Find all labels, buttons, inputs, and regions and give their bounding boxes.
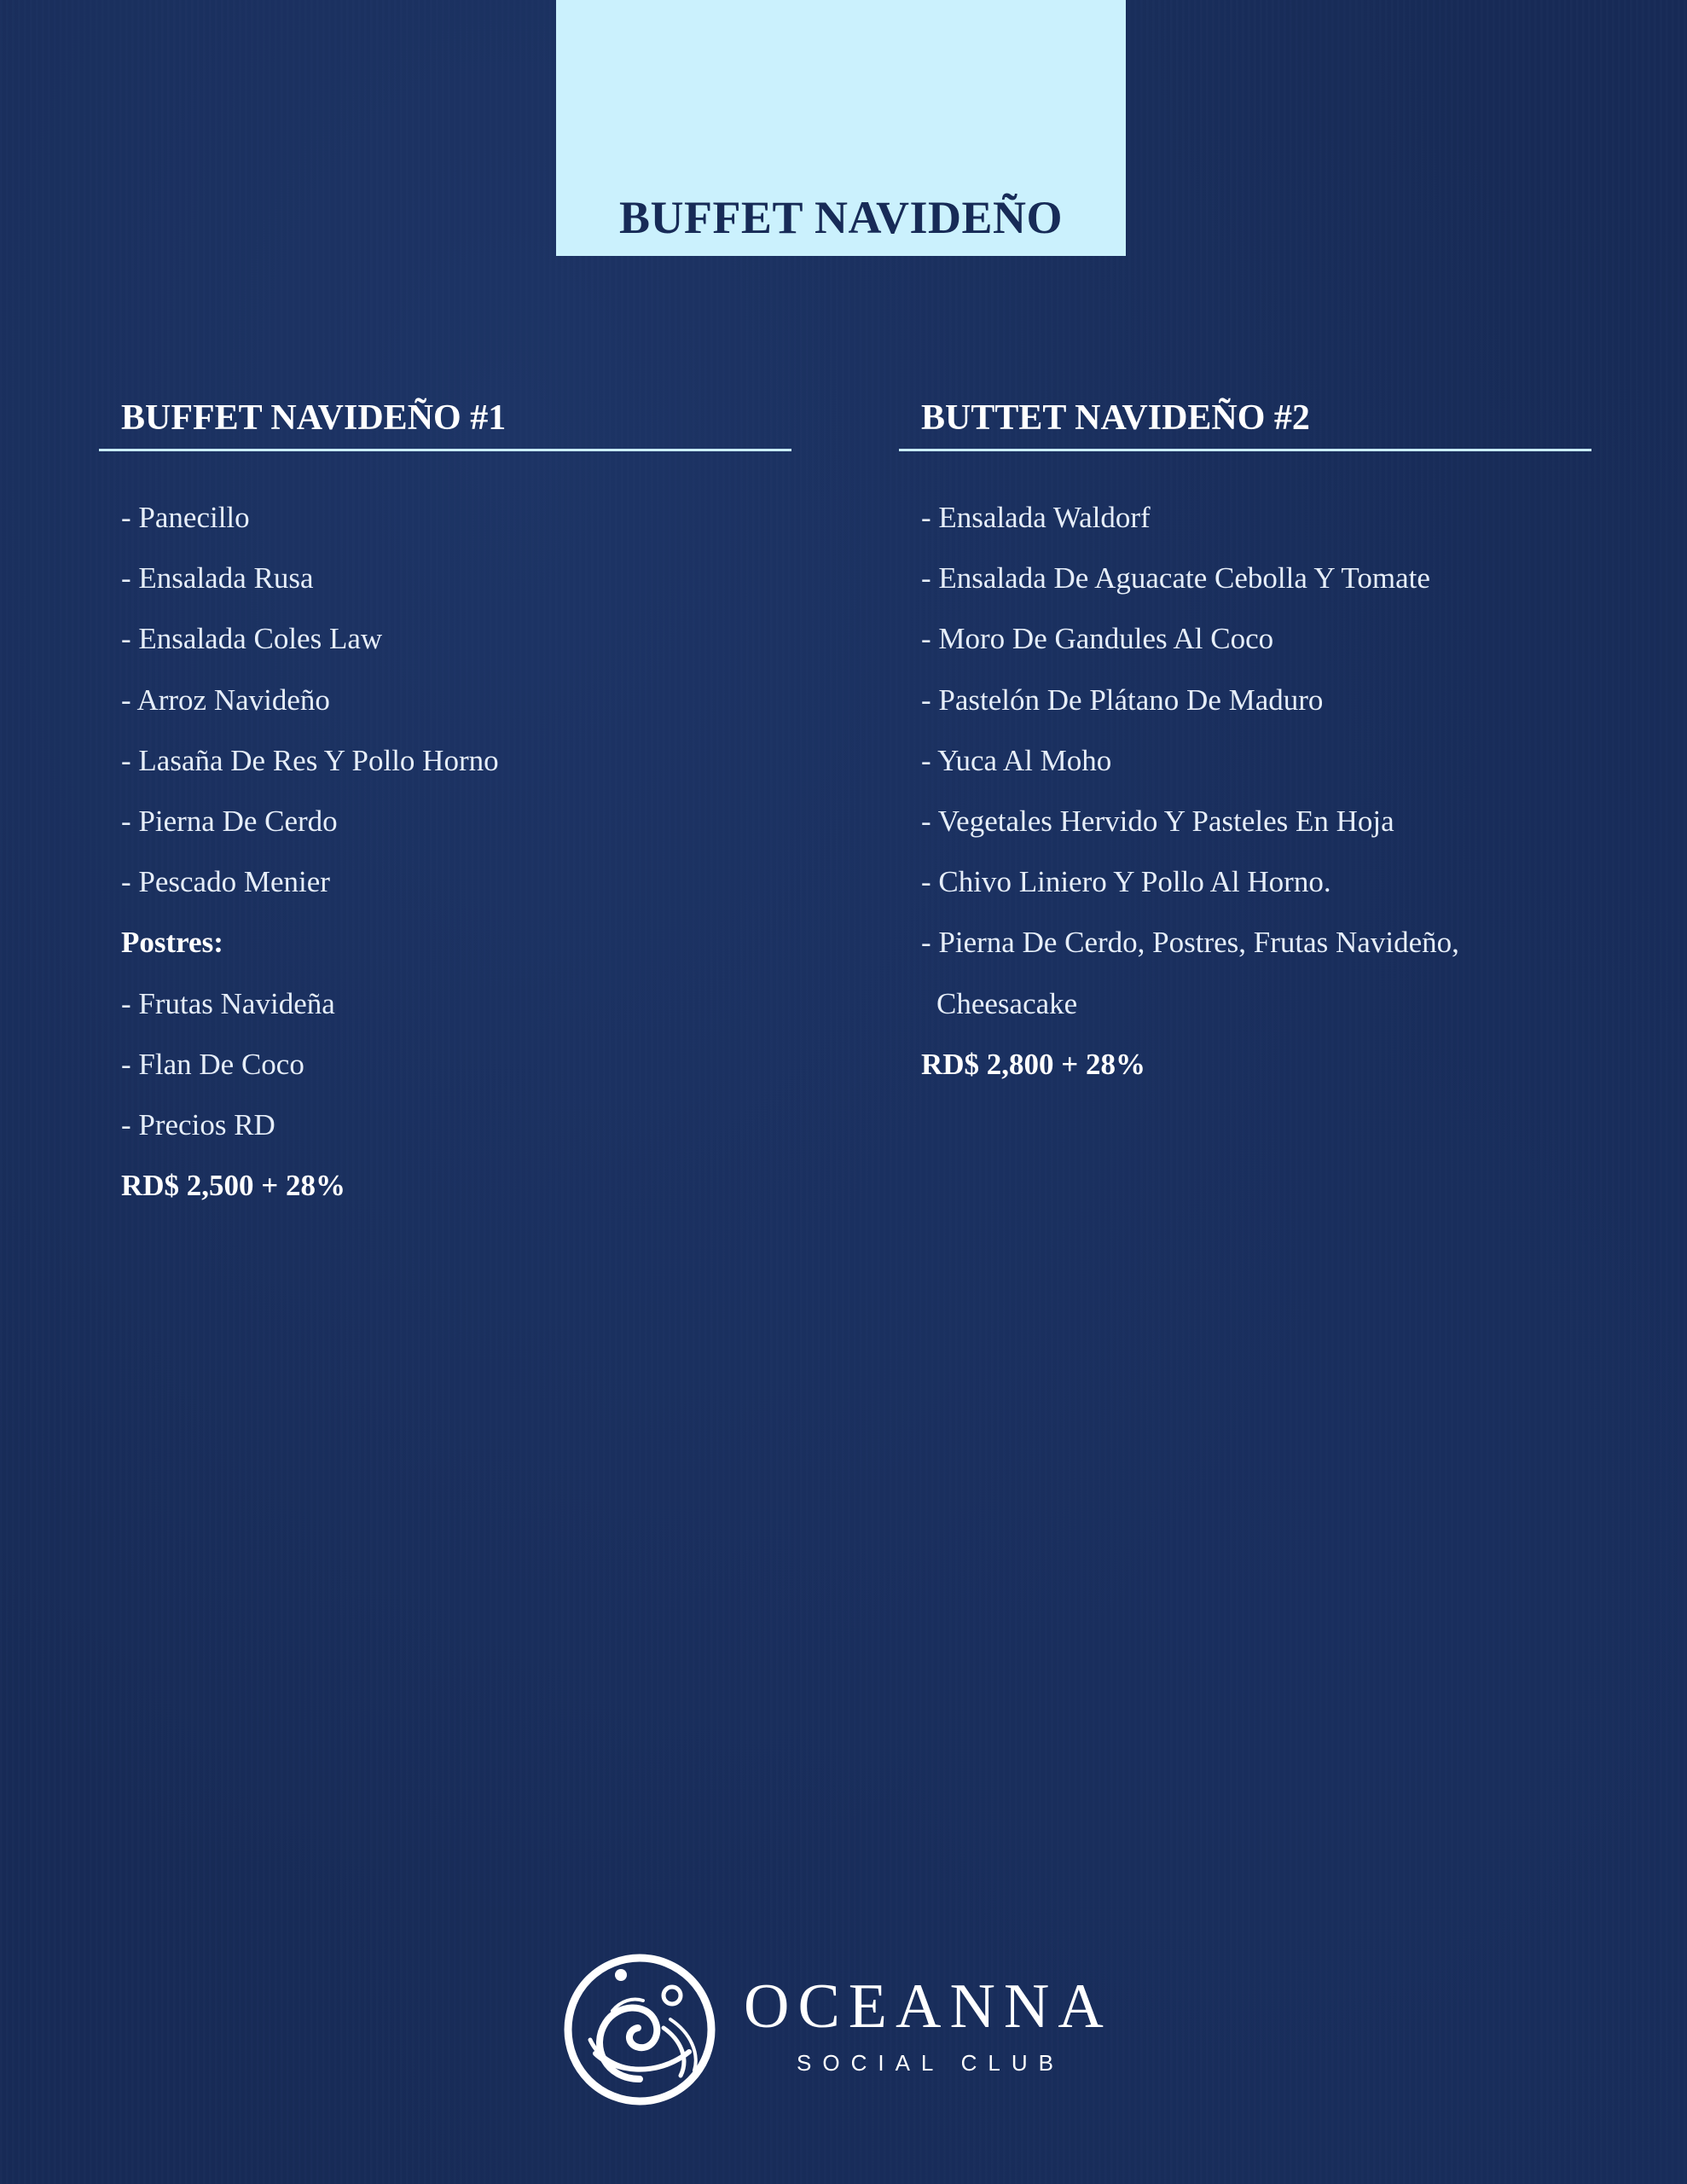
heading-divider: [99, 449, 791, 451]
price-label: RD$ 2,500 + 28%: [121, 1169, 345, 1203]
title-banner: [556, 0, 1126, 256]
menu-item: - Precios RD: [121, 1108, 275, 1142]
brand-name: OCEANNA: [744, 1972, 1112, 2042]
menu-item: - Chivo Liniero Y Pollo Al Horno.: [921, 865, 1331, 899]
menu-column-2: [899, 392, 1591, 1095]
menu-item: - Pastelón De Plátano De Maduro: [921, 682, 1324, 717]
menu-item: - Yuca Al Moho: [921, 743, 1112, 777]
menu-item: - Frutas Navideña: [121, 986, 335, 1020]
menu-item-continuation: Cheesacake: [936, 986, 1078, 1020]
menu-item: - Pescado Menier: [121, 865, 330, 899]
menu-item: - Pierna De Cerdo: [121, 804, 338, 839]
menu-list: [899, 487, 1591, 1095]
page-title: BUFFET NAVIDEÑO: [618, 192, 1064, 243]
menu-item: - Arroz Navideño: [121, 682, 330, 717]
menu-item: - Flan De Coco: [121, 1047, 304, 1081]
price-label: RD$ 2,800 + 28%: [921, 1047, 1145, 1081]
menu-item: - Ensalada Waldorf: [921, 501, 1151, 534]
menu-item: - Ensalada Coles Law: [121, 622, 383, 656]
column-heading: BUTTET NAVIDEÑO #2: [921, 398, 1310, 438]
menu-list: [99, 487, 791, 1216]
brand-subtitle: SOCIAL CLUB: [797, 2050, 1064, 2076]
menu-item: - Panecillo: [121, 501, 250, 534]
column-heading: BUFFET NAVIDEÑO #1: [121, 398, 507, 438]
brand-logo: [561, 1951, 1133, 2108]
menu-item: - Ensalada Rusa: [121, 561, 314, 595]
section-label-postres: Postres:: [121, 926, 223, 960]
heading-divider: [899, 449, 1591, 451]
menu-column-1: [99, 392, 791, 1216]
menu-item: - Ensalada De Aguacate Cebolla Y Tomate: [921, 561, 1430, 595]
spiral-wave-icon: [561, 1951, 718, 2108]
menu-item: - Lasaña De Res Y Pollo Horno: [121, 743, 499, 777]
menu-item: - Vegetales Hervido Y Pasteles En Hoja: [921, 804, 1394, 839]
menu-item: - Pierna De Cerdo, Postres, Frutas Navideño,: [921, 926, 1459, 960]
menu-item: - Moro De Gandules Al Coco: [921, 622, 1274, 656]
